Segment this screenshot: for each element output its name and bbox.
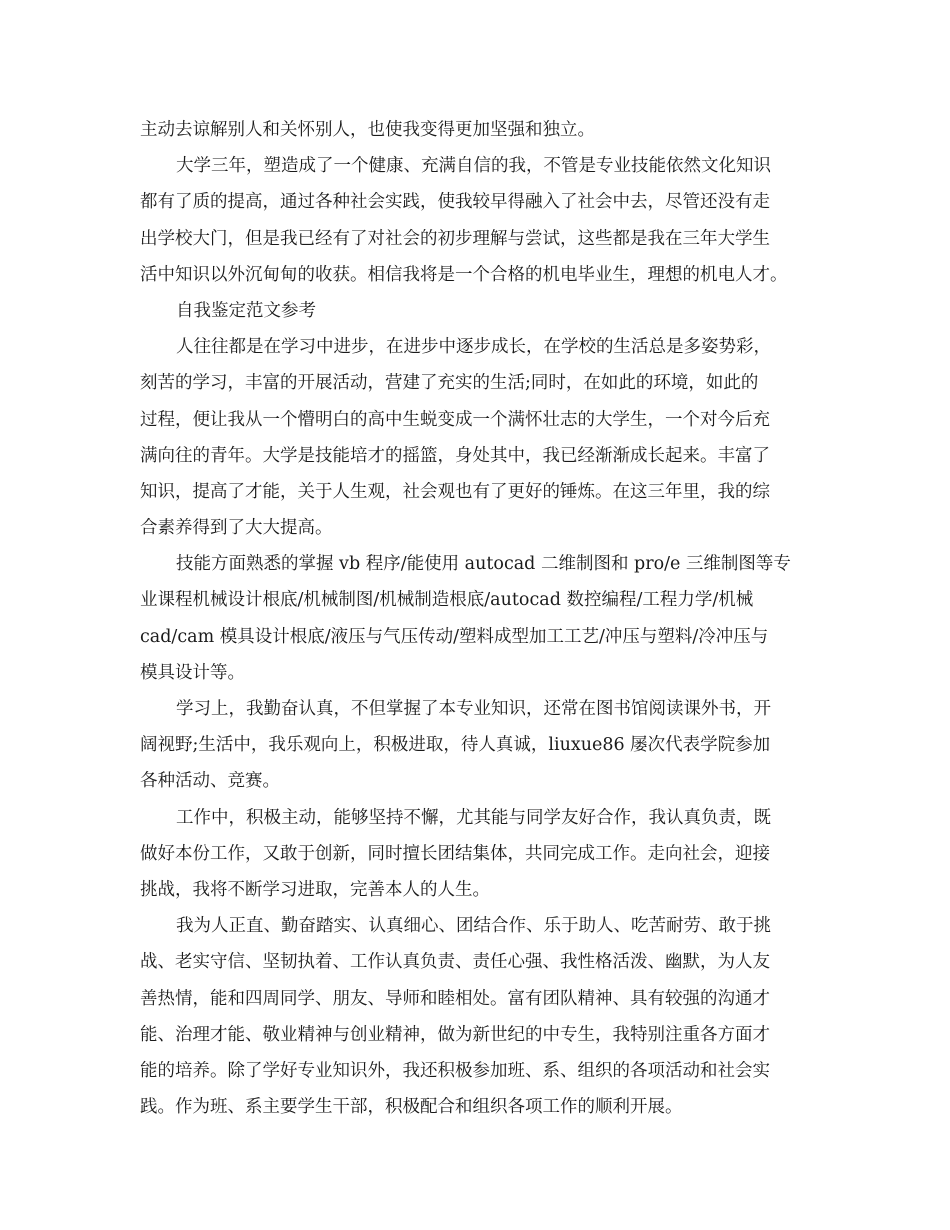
text-line: 大学三年，塑造成了一个健康、充满自信的我，不管是专业技能依然文化知识	[176, 156, 771, 177]
text-line: cad/cam 模具设计根底/液压与气压传动/塑料成型加工工艺/冲压与塑料/冷冲压与	[140, 626, 769, 647]
text-line: 人往往都是在学习中进步，在进步中逐步成长，在学校的生活总是多姿势彩，	[176, 337, 771, 358]
text-line: 业课程机械设计根底/机械制图/机械制造根底/autocad 数控编程/工程力学/机械	[140, 590, 754, 611]
text-line: 技能方面熟悉的掌握 vb 程序/能使用 autocad 二维制图和 pro/e 三维制图等专	[176, 554, 791, 575]
text-line: 活中知识以外沉甸甸的收获。相信我将是一个合格的机电毕业生，理想的机电人才。	[140, 264, 788, 285]
text-line: 过程，便让我从一个懵明白的高中生蜕变成一个满怀壮志的大学生，一个对今后充	[140, 409, 770, 430]
text-line: 满向往的青年。大学是技能培才的摇篮，身处其中，我已经渐渐成长起来。丰富了	[140, 445, 770, 466]
text-line: 能、治理才能、敬业精神与创业精神，做为新世纪的中专生，我特别注重各方面才	[140, 1024, 770, 1045]
text-line: 出学校大门，但是我已经有了对社会的初步理解与尝试，这些都是我在三年大学生	[140, 228, 770, 249]
text-line: 知识，提高了才能，关于人生观，社会观也有了更好的锤炼。在这三年里，我的综	[140, 481, 770, 502]
section-heading: 自我鉴定范文参考	[176, 300, 316, 321]
text-line: 合素养得到了大大提高。	[140, 518, 333, 539]
text-line: 工作中，积极主动，能够坚持不懈，尤其能与同学友好合作，我认真负责，既	[176, 807, 771, 828]
text-line: 学习上，我勤奋认真，不但掌握了本专业知识，还常在图书馆阅读课外书，开	[176, 699, 771, 719]
text-line: 践。作为班、系主要学生干部，积极配合和组织各项工作的顺利开展。	[140, 1097, 683, 1118]
document-body	[140, 112, 830, 1125]
text-line: 做好本份工作，又敢于创新，同时擅长团结集体，共同完成工作。走向社会，迎接	[140, 843, 770, 864]
text-line: 阔视野;生活中，我乐观向上，积极进取，待人真诚，liuxue86 屡次代表学院参加	[140, 735, 771, 756]
text-line: 善热情，能和四周同学、朋友、导师和睦相处。富有团队精神、具有较强的沟通才	[140, 988, 770, 1009]
text-line: 战、老实守信、坚韧执着、工作认真负责、责任心强、我性格活泼、幽默，为人友	[140, 952, 770, 973]
text-line: 挑战，我将不断学习进取，完善本人的人生。	[140, 879, 490, 900]
text-line: 都有了质的提高，通过各种社会实践，使我较早得融入了社会中去，尽管还没有走	[140, 192, 770, 213]
text-line: 能的培养。除了学好专业知识外，我还积极参加班、系、组织的各项活动和社会实	[140, 1060, 770, 1081]
text-line: 主动去谅解别人和关怀别人，也使我变得更加坚强和独立。	[140, 120, 595, 140]
text-line: 各种活动、竞赛。	[140, 771, 280, 792]
text-line: 我为人正直、勤奋踏实、认真细心、团结合作、乐于助人、吃苦耐劳、敢于挑	[176, 916, 771, 937]
text-line: 模具设计等。	[140, 662, 245, 683]
text-line: 刻苦的学习，丰富的开展活动，营建了充实的生活;同时，在如此的环境，如此的	[140, 373, 759, 394]
